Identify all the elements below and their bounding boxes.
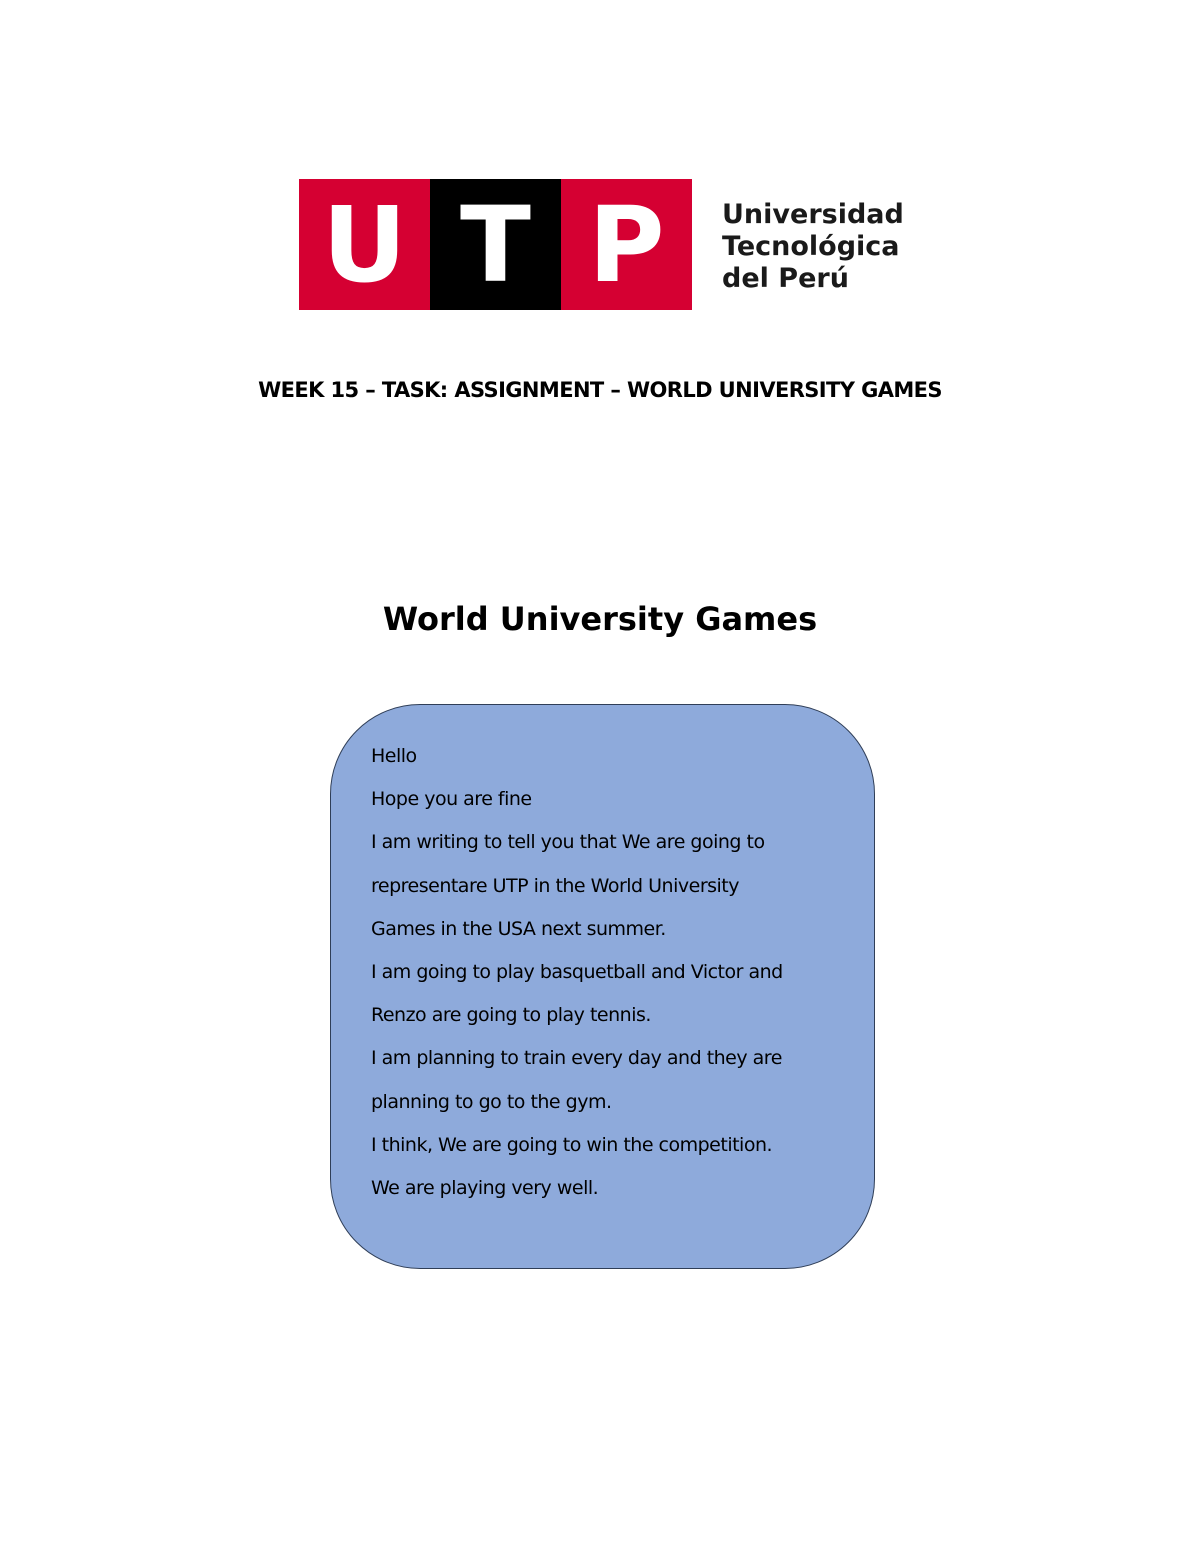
logo-letter-p: P [561,179,692,310]
letter-line: representare UTP in the World University [371,874,739,897]
letter-line: We are playing very well. [371,1177,599,1200]
logo-wordmark [722,199,912,295]
letter-line: Games in the USA next summer. [371,917,666,940]
document-title: World University Games [382,600,818,638]
wordmark-line: Tecnológica [722,231,900,262]
letter-line: I am going to play basquetball and Victor and [371,961,783,984]
wordmark-line: del Perú [722,263,849,294]
logo-letter-t: T [430,179,561,310]
logo-letter-u: U [299,179,430,310]
letter-line: I think, We are going to win the competition. [371,1133,773,1156]
letter-line: I am writing to tell you that We are going to [371,831,765,854]
utp-logo [299,179,904,310]
letter-line: Renzo are going to play tennis. [371,1004,651,1027]
letter-line: planning to go to the gym. [371,1090,612,1113]
task-heading: WEEK 15 – TASK: ASSIGNMENT – WORLD UNIVERSITY GAMES [258,378,942,402]
letter-line: Hope you are fine [371,788,532,811]
letter-text [371,735,841,1210]
letter-line: Hello [371,745,417,767]
wordmark-line: Universidad [722,199,904,230]
letter-box [330,704,875,1269]
letter-line: I am planning to train every day and they are [371,1047,782,1070]
